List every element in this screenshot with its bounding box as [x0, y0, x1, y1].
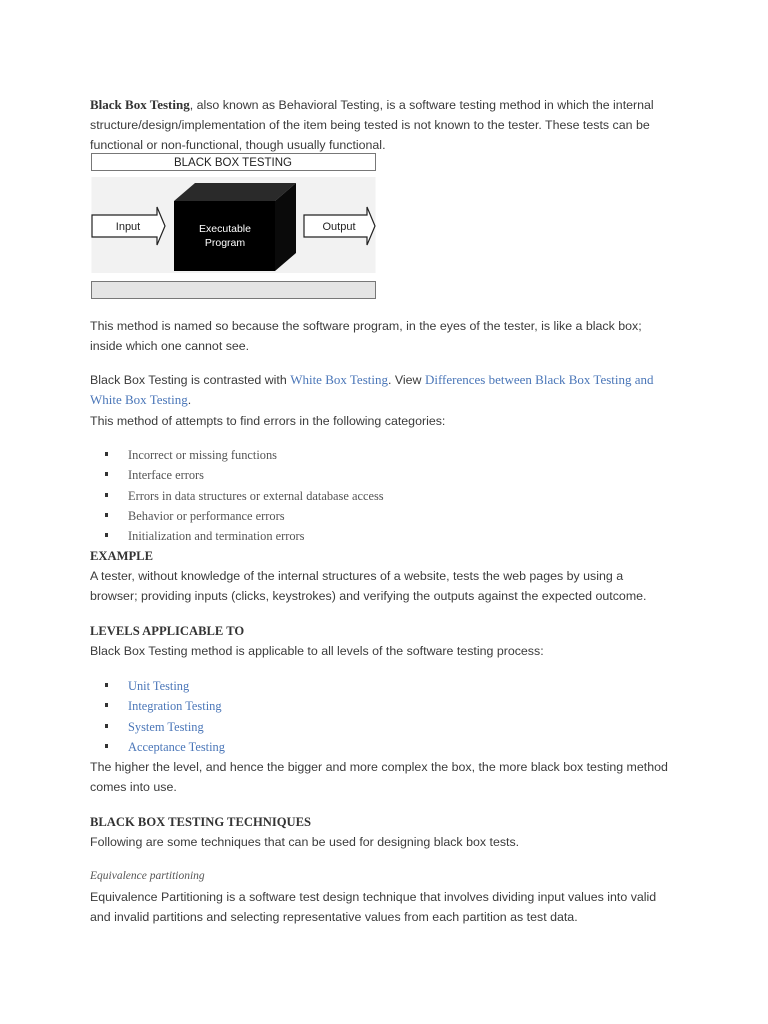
levels-heading: LEVELS APPLICABLE TO [90, 624, 245, 638]
list-item [90, 737, 690, 757]
white-box-testing-link[interactable]: White Box Testing [290, 372, 388, 387]
bullet [105, 724, 108, 728]
example-paragraph: A tester, without knowledge of the internal structures of a website, tests the web pages by using a browser; providing inputs (clicks, keystrokes) and verifying the outputs against the expected outcome. [90, 569, 647, 603]
bullet [105, 744, 108, 748]
contrast-paragraph [90, 370, 680, 410]
box-line1: Executable [199, 223, 251, 235]
intro-paragraph [90, 95, 680, 155]
contrast-suffix: . [187, 393, 192, 407]
acceptance-testing-link[interactable]: Acceptance Testing [128, 739, 225, 754]
levels-after-paragraph: The higher the level, and hence the bigger and more complex the box, the more black box testing method comes into use. [90, 760, 668, 794]
intro-text: , also known as Behavioral Testing, is a software testing method in which the internal structure/design/implementation of the item being tested is not known to the tester. These tests can be functional or non-functional, though usually functional. [90, 98, 654, 152]
system-testing-link[interactable]: System Testing [128, 719, 204, 734]
techniques-heading: BLACK BOX TESTING TECHNIQUES [90, 815, 312, 829]
attempts-paragraph: This method of attempts to find errors in the following categories: [90, 414, 446, 428]
levels-paragraph: Black Box Testing method is applicable to all levels of the software testing process: [90, 644, 544, 658]
bullet [105, 493, 108, 497]
levels-list [90, 676, 690, 757]
list-item: Interface errors [90, 465, 690, 485]
intro-term: Black Box Testing [90, 97, 190, 112]
differences-link[interactable]: Differences between Black Box Testing and White Box Testing [90, 372, 654, 407]
equivalence-paragraph: Equivalence Partitioning is a software test design technique that involves dividing input values into valid and invalid partitions and selecting representative values from each partition as test data. [90, 890, 657, 924]
example-heading: EXAMPLE [90, 549, 153, 563]
bullet [105, 703, 108, 707]
list-item: Behavior or performance errors [90, 506, 690, 526]
bullet [105, 533, 108, 537]
bullet [105, 683, 108, 687]
bullet [105, 513, 108, 517]
named-paragraph: This method is named so because the software program, in the eyes of the tester, is like a black box; inside which one cannot see. [90, 319, 642, 353]
integration-testing-link[interactable]: Integration Testing [128, 699, 222, 714]
bullet [105, 452, 108, 456]
categories-list [90, 445, 690, 546]
contrast-prefix: Black Box Testing is contrasted with [90, 373, 291, 387]
equivalence-subheading: Equivalence partitioning [90, 870, 205, 882]
contrast-mid: . View [387, 373, 425, 387]
list-item: Errors in data structures or external database access [90, 486, 690, 506]
list-item [90, 676, 690, 696]
black-box-diagram [91, 153, 377, 301]
unit-testing-link[interactable]: Unit Testing [128, 679, 190, 693]
list-item: Incorrect or missing functions [90, 445, 690, 465]
list-item [90, 696, 690, 716]
diagram-title: BLACK BOX TESTING [173, 157, 293, 169]
input-label: Input [115, 221, 141, 233]
executable-program-box [174, 201, 275, 271]
box-line2: Program [204, 237, 246, 249]
output-label: Output [322, 221, 356, 233]
techniques-paragraph: Following are some techniques that can be used for designing black box tests. [90, 835, 520, 849]
list-item: Initialization and termination errors [90, 526, 690, 546]
bullet [105, 472, 108, 476]
list-item [90, 717, 690, 737]
